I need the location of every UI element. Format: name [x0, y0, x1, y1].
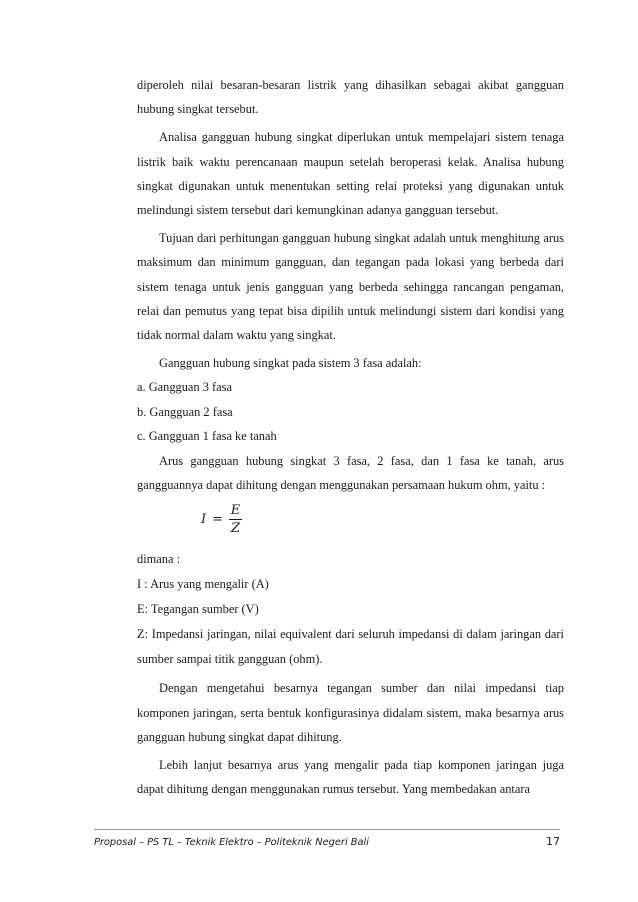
list-item: c. Gangguan 1 fasa ke tanah — [137, 429, 277, 444]
formula-denominator: Z — [231, 521, 241, 537]
definition-i: I : Arus yang mengalir (A) — [137, 577, 269, 592]
paragraph-analisa: Analisa gangguan hubung singkat diperlukan untuk mempelajari sistem tenaga listrik baik waktu perencanaan maupun setelah beroperasi kelak. Analisa hubung singkat digunakan untuk menentukan setting relai proteksi yang digunakan untuk melindungi sistem tersebut dari kemungkinan adanya gangguan tersebut. — [137, 130, 564, 218]
formula-numerator: E — [230, 503, 241, 519]
list-item: b. Gangguan 2 fasa — [137, 404, 233, 419]
paragraph-lebih-lanjut: Lebih lanjut besarnya arus yang mengalir pada tiap komponen jaringan juga dapat dihitung dengan menggunakan rumus tersebut. Yang membedakan antara — [137, 757, 564, 797]
footer-divider — [94, 829, 560, 830]
list-item: a. Gangguan 3 fasa — [137, 380, 232, 395]
fraction-bar — [229, 519, 242, 520]
paragraph-dengan: Dengan mengetahui besarnya tegangan sumber dan nilai impedansi tiap komponen jaringan, serta bentuk konfigurasinya didalam sistem, maka besarnya arus gangguan hubung singkat dapat dihitung. — [137, 681, 564, 744]
paragraph-tujuan: Tujuan dari perhitungan gangguan hubung singkat adalah untuk menghitung arus maksimum dan minimum gangguan, dan tegangan pada lokasi yang berbeda dari sistem tenaga untuk jenis gangguan yang berbeda sehingga rancangan pengaman, relai dan pemutus yang tepat bisa dipilih untuk melindungi sistem dari kondisi yang tidak normal dalam waktu yang singkat. — [137, 231, 564, 343]
paragraph-continuation: diperoleh nilai besaran-besaran listrik yang dihasilkan sebagai akibat gangguan hubung singkat tersebut. — [137, 78, 564, 117]
definition-e: E: Tegangan sumber (V) — [137, 602, 259, 617]
page-number: 17 — [546, 835, 560, 848]
definitions-intro: dimana : — [137, 552, 181, 567]
paragraph-list-intro: Gangguan hubung singkat pada sistem 3 fasa adalah: — [159, 356, 422, 371]
formula-equals: = — [212, 512, 224, 528]
paragraph-ohm-law: Arus gangguan hubung singkat 3 fasa, 2 fasa, dan 1 fasa ke tanah, arus gangguannya dapat dihitung dengan menggunakan persamaan hukum ohm, yaitu : — [137, 453, 564, 493]
formula-lhs: I — [201, 512, 207, 528]
formula-fraction — [229, 503, 242, 536]
page-body — [137, 73, 564, 801]
definition-z: Z: Impedansi jaringan, nilai equivalent dari seluruh impedansi di dalam jaringan dari sumber sampai titik gangguan (ohm). — [137, 627, 564, 667]
fault-type-list — [137, 375, 564, 449]
footer-title: Proposal – PS TL – Teknik Elektro – Politeknik Negeri Bali — [94, 837, 369, 848]
ohm-law-formula — [137, 497, 564, 547]
